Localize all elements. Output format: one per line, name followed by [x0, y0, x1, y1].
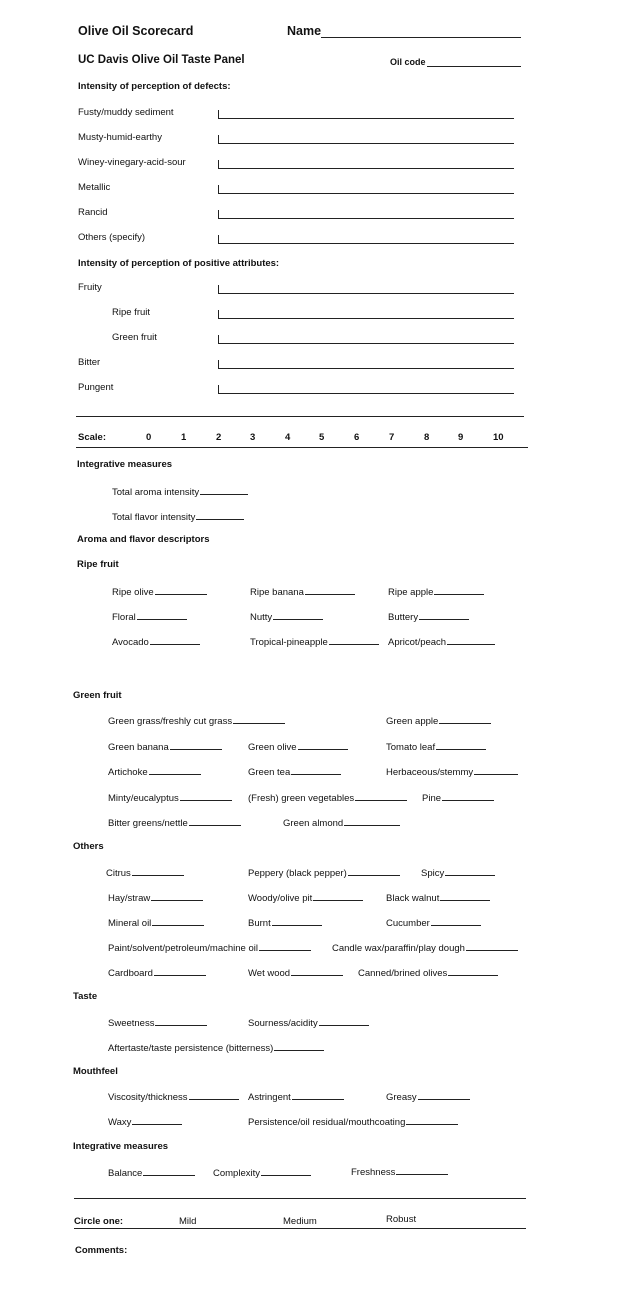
candle-wax-field[interactable]	[332, 941, 518, 955]
fruity-label: Fruity	[78, 282, 102, 293]
bitter-scale-line[interactable]	[218, 368, 514, 369]
field-label: Cucumber	[386, 918, 430, 929]
field-label: Total flavor intensity	[112, 512, 196, 523]
positive-heading: Intensity of perception of positive attributes:	[78, 258, 280, 269]
scale-value: 10	[493, 432, 504, 443]
field-label: Woody/olive pit	[248, 893, 313, 904]
defect-scale-line[interactable]	[218, 243, 514, 244]
scale-value: 5	[319, 432, 325, 443]
green-grass-field[interactable]	[108, 714, 285, 728]
field-label: Canned/brined olives	[358, 968, 448, 979]
aftertaste-field[interactable]	[108, 1041, 324, 1055]
ripe-olive-field[interactable]	[112, 585, 207, 599]
option-mild[interactable]: Mild	[179, 1216, 197, 1227]
astringent-field[interactable]	[248, 1090, 344, 1104]
defect-scale-line[interactable]	[218, 118, 514, 119]
field-label: Ripe banana	[250, 587, 304, 598]
divider	[76, 416, 524, 417]
canned-olives-field[interactable]	[358, 966, 498, 980]
scale-value: 0	[146, 432, 152, 443]
spicy-field[interactable]	[421, 866, 495, 880]
floral-field[interactable]	[112, 610, 187, 624]
sourness-field[interactable]	[248, 1016, 369, 1030]
integrative-heading: Integrative measures	[77, 459, 173, 470]
field-label: Aftertaste/taste persistence (bitterness)	[108, 1043, 274, 1054]
circle-one-label: Circle one:	[74, 1216, 124, 1227]
ripe-banana-field[interactable]	[250, 585, 355, 599]
peppery-field[interactable]	[248, 866, 400, 880]
mouthfeel-heading: Mouthfeel	[73, 1066, 118, 1077]
cucumber-field[interactable]	[386, 916, 481, 930]
field-label: Hay/straw	[108, 893, 151, 904]
defect-scale-line[interactable]	[218, 143, 514, 144]
pungent-label: Pungent	[78, 382, 114, 393]
divider	[74, 1228, 526, 1229]
field-label: Minty/eucalyptus	[108, 793, 179, 804]
panel-title: UC Davis Olive Oil Taste Panel	[78, 54, 245, 66]
defect-label: Rancid	[78, 207, 108, 218]
defect-scale-line[interactable]	[218, 218, 514, 219]
divider	[74, 1198, 526, 1199]
field-label: Wet wood	[248, 968, 291, 979]
green-tea-field[interactable]	[248, 765, 341, 779]
defect-label: Musty-humid-earthy	[78, 132, 162, 143]
buttery-field[interactable]	[388, 610, 469, 624]
ripe-apple-field[interactable]	[388, 585, 484, 599]
persistence-field[interactable]	[248, 1115, 458, 1129]
scale-label: Scale:	[78, 432, 106, 443]
field-label: Green olive	[248, 742, 297, 753]
defects-heading: Intensity of perception of defects:	[78, 81, 231, 92]
green-fruit-heading: Green fruit	[73, 690, 122, 701]
field-label: Ripe apple	[388, 587, 434, 598]
green-apple-field[interactable]	[386, 714, 491, 728]
others-heading: Others	[73, 841, 104, 852]
field-label: Pine	[422, 793, 442, 804]
field-label: Nutty	[250, 612, 273, 623]
aroma-intensity-field[interactable]	[112, 485, 248, 499]
field-label: Peppery (black pepper)	[248, 868, 347, 879]
nutty-field[interactable]	[250, 610, 323, 624]
field-label: Bitter greens/nettle	[108, 818, 188, 829]
fresh-green-vegetables-field[interactable]	[248, 791, 407, 805]
field-label: Ripe olive	[112, 587, 154, 598]
pungent-scale-line[interactable]	[218, 393, 514, 394]
field-label: Persistence/oil residual/mouthcoating	[248, 1117, 406, 1128]
field-label: Mineral oil	[108, 918, 152, 929]
field-label: Green tea	[248, 767, 291, 778]
scale-value: 1	[181, 432, 187, 443]
integrative-heading-2: Integrative measures	[73, 1141, 169, 1152]
field-label: Herbaceous/stemmy	[386, 767, 474, 778]
green-almond-field[interactable]	[283, 816, 400, 830]
scale-value: 6	[354, 432, 360, 443]
field-label: Burnt	[248, 918, 271, 929]
defect-label: Winey-vinegary-acid-sour	[78, 157, 186, 168]
field-label: Freshness	[351, 1167, 396, 1178]
ripe-fruit-heading: Ripe fruit	[77, 559, 119, 570]
pine-field[interactable]	[422, 791, 494, 805]
name-field[interactable]	[321, 37, 521, 38]
ripe-fruit-scale-line[interactable]	[218, 318, 514, 319]
woody-olive-pit-field[interactable]	[248, 891, 363, 905]
scale-value: 2	[216, 432, 222, 443]
comments-area[interactable]	[130, 1240, 525, 1280]
field-label: Viscosity/thickness	[108, 1092, 188, 1103]
field-label: Tropical-pineapple	[250, 637, 328, 648]
ripe-fruit-label: Ripe fruit	[112, 307, 151, 318]
green-banana-field[interactable]	[108, 740, 222, 754]
oil-code-label: Oil code	[390, 57, 426, 67]
scale-value: 4	[285, 432, 291, 443]
defect-scale-line[interactable]	[218, 168, 514, 169]
paint-solvent-field[interactable]	[108, 941, 311, 955]
divider	[76, 447, 528, 448]
complexity-field[interactable]	[213, 1166, 311, 1180]
field-label: Greasy	[386, 1092, 417, 1103]
sweetness-field[interactable]	[108, 1016, 207, 1030]
field-label: Tomato leaf	[386, 742, 436, 753]
field-label: Green banana	[108, 742, 169, 753]
scorecard-title: Olive Oil Scorecard	[78, 24, 194, 38]
citrus-field[interactable]	[106, 866, 184, 880]
hay-straw-field[interactable]	[108, 891, 203, 905]
option-medium[interactable]: Medium	[283, 1216, 317, 1227]
field-label: Astringent	[248, 1092, 291, 1103]
field-label: Apricot/peach	[388, 637, 447, 648]
mineral-oil-field[interactable]	[108, 916, 204, 930]
field-label: Avocado	[112, 637, 149, 648]
field-label: (Fresh) green vegetables	[248, 793, 355, 804]
wet-wood-field[interactable]	[248, 966, 343, 980]
field-label: Green apple	[386, 716, 439, 727]
tomato-leaf-field[interactable]	[386, 740, 486, 754]
defect-label: Others (specify)	[78, 232, 146, 243]
field-label: Total aroma intensity	[112, 487, 200, 498]
field-label: Sweetness	[108, 1018, 155, 1029]
field-label: Floral	[112, 612, 136, 623]
field-label: Complexity	[213, 1168, 260, 1179]
field-label: Black walnut	[386, 893, 440, 904]
field-label: Green almond	[283, 818, 344, 829]
field-label: Sourness/acidity	[248, 1018, 318, 1029]
green-olive-field[interactable]	[248, 740, 348, 754]
field-label: Paint/solvent/petroleum/machine oil	[108, 943, 258, 954]
scale-value: 8	[424, 432, 430, 443]
freshness-field[interactable]	[351, 1165, 448, 1179]
field-label: Green grass/freshly cut grass	[108, 716, 233, 727]
field-label: Waxy	[108, 1117, 132, 1128]
cardboard-field[interactable]	[108, 966, 206, 980]
field-label: Citrus	[106, 868, 131, 879]
viscosity-field[interactable]	[108, 1090, 239, 1104]
option-robust[interactable]: Robust	[386, 1214, 417, 1225]
taste-heading: Taste	[73, 991, 98, 1002]
scale-value: 3	[250, 432, 256, 443]
bitter-greens-field[interactable]	[108, 816, 241, 830]
avocado-field[interactable]	[112, 635, 200, 649]
fruity-scale-line[interactable]	[218, 293, 514, 294]
balance-field[interactable]	[108, 1166, 195, 1180]
field-label: Candle wax/paraffin/play dough	[332, 943, 465, 954]
field-label: Buttery	[388, 612, 419, 623]
field-label: Balance	[108, 1168, 143, 1179]
scale-value: 7	[389, 432, 395, 443]
greasy-field[interactable]	[386, 1090, 470, 1104]
oil-code-field[interactable]	[427, 66, 521, 67]
green-fruit-label: Green fruit	[112, 332, 157, 343]
descriptors-heading: Aroma and flavor descriptors	[77, 534, 210, 545]
herbaceous-field[interactable]	[386, 765, 518, 779]
field-label: Spicy	[421, 868, 445, 879]
burnt-field[interactable]	[248, 916, 322, 930]
minty-field[interactable]	[108, 791, 232, 805]
defect-scale-line[interactable]	[218, 193, 514, 194]
waxy-field[interactable]	[108, 1115, 182, 1129]
field-label: Artichoke	[108, 767, 148, 778]
artichoke-field[interactable]	[108, 765, 201, 779]
field-label: Cardboard	[108, 968, 153, 979]
apricot-peach-field[interactable]	[388, 635, 495, 649]
scale-value: 9	[458, 432, 464, 443]
defect-label: Metallic	[78, 182, 111, 193]
bitter-label: Bitter	[78, 357, 101, 368]
name-label: Name	[287, 24, 322, 38]
flavor-intensity-field[interactable]	[112, 510, 244, 524]
tropical-pineapple-field[interactable]	[250, 635, 379, 649]
black-walnut-field[interactable]	[386, 891, 490, 905]
green-fruit-scale-line[interactable]	[218, 343, 514, 344]
comments-label: Comments:	[75, 1245, 128, 1256]
defect-label: Fusty/muddy sediment	[78, 107, 174, 118]
